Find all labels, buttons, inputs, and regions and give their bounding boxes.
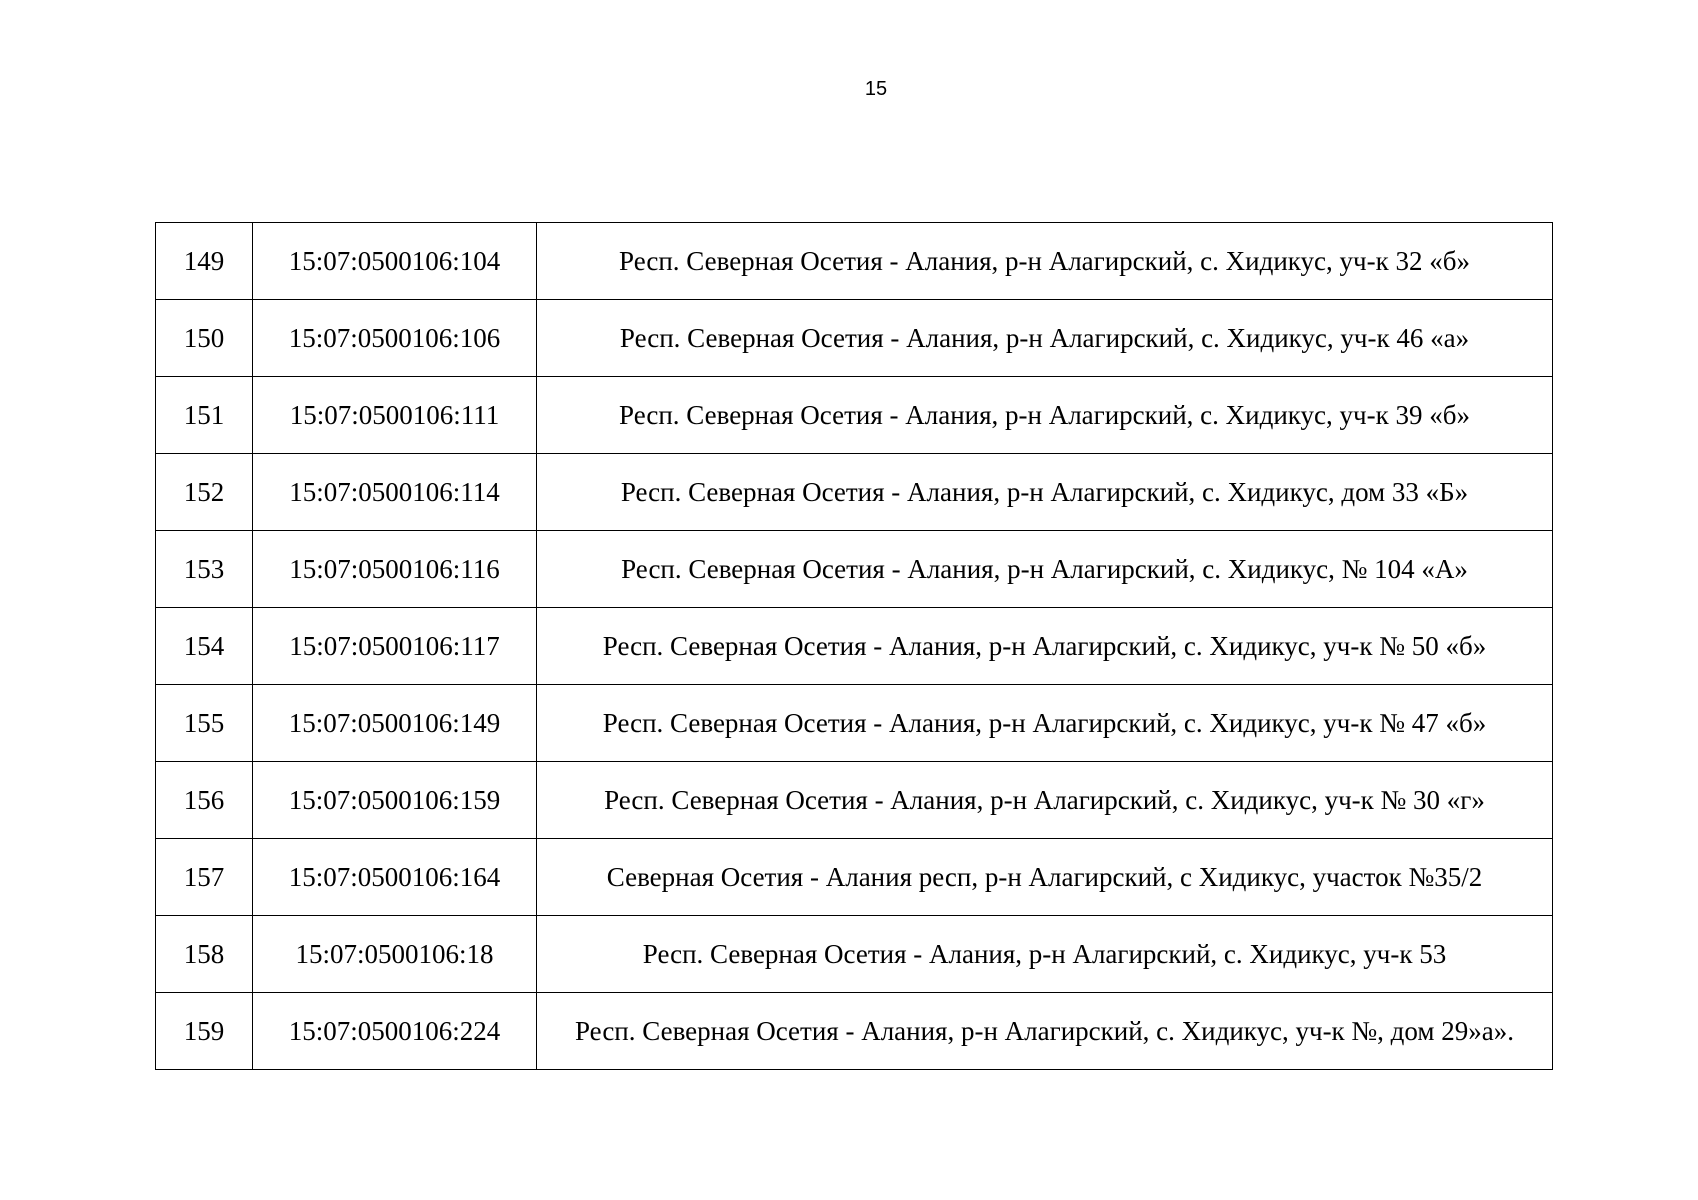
cadastral-number: 15:07:0500106:159 (253, 762, 537, 839)
row-number: 152 (156, 454, 253, 531)
cadastral-number: 15:07:0500106:149 (253, 685, 537, 762)
row-number: 157 (156, 839, 253, 916)
row-number: 159 (156, 993, 253, 1070)
row-number: 150 (156, 300, 253, 377)
address: Респ. Северная Осетия - Алания, р-н Алагирский, с. Хидикус, дом 33 «Б» (537, 454, 1553, 531)
cadastral-number: 15:07:0500106:106 (253, 300, 537, 377)
cadastral-number: 15:07:0500106:18 (253, 916, 537, 993)
table-row (156, 916, 1553, 993)
address: Респ. Северная Осетия - Алания, р-н Алагирский, с. Хидикус, уч-к 46 «а» (537, 300, 1553, 377)
address: Респ. Северная Осетия - Алания, р-н Алагирский, с. Хидикус, уч-к № 50 «б» (537, 608, 1553, 685)
address: Респ. Северная Осетия - Алания, р-н Алагирский, с. Хидикус, № 104 «А» (537, 531, 1553, 608)
row-number: 155 (156, 685, 253, 762)
table-row (156, 223, 1553, 300)
row-number: 151 (156, 377, 253, 454)
row-number: 149 (156, 223, 253, 300)
address: Респ. Северная Осетия - Алания, р-н Алагирский, с. Хидикус, уч-к № 30 «г» (537, 762, 1553, 839)
page-number: 15 (864, 78, 888, 100)
table-row (156, 685, 1553, 762)
cadastral-number: 15:07:0500106:164 (253, 839, 537, 916)
cadastral-number: 15:07:0500106:104 (253, 223, 537, 300)
table-row (156, 993, 1553, 1070)
table-row (156, 531, 1553, 608)
table-row (156, 300, 1553, 377)
row-number: 156 (156, 762, 253, 839)
address: Северная Осетия - Алания респ, р-н Алагирский, с Хидикус, участок №35/2 (537, 839, 1553, 916)
table-row (156, 608, 1553, 685)
table-row (156, 839, 1553, 916)
table-row (156, 377, 1553, 454)
row-number: 158 (156, 916, 253, 993)
table-row (156, 454, 1553, 531)
cadastral-number: 15:07:0500106:111 (253, 377, 537, 454)
address: Респ. Северная Осетия - Алания, р-н Алагирский, с. Хидикус, уч-к 32 «б» (537, 223, 1553, 300)
table-row (156, 762, 1553, 839)
cadastral-number: 15:07:0500106:114 (253, 454, 537, 531)
cadastral-number: 15:07:0500106:117 (253, 608, 537, 685)
address: Респ. Северная Осетия - Алания, р-н Алагирский, с. Хидикус, уч-к 39 «б» (537, 377, 1553, 454)
cadastral-number: 15:07:0500106:116 (253, 531, 537, 608)
address: Респ. Северная Осетия - Алания, р-н Алагирский, с. Хидикус, уч-к №, дом 29»а». (537, 993, 1553, 1070)
address: Респ. Северная Осетия - Алания, р-н Алагирский, с. Хидикус, уч-к № 47 «б» (537, 685, 1553, 762)
row-number: 153 (156, 531, 253, 608)
address: Респ. Северная Осетия - Алания, р-н Алагирский, с. Хидикус, уч-к 53 (537, 916, 1553, 993)
land-plot-table (155, 222, 1553, 1070)
row-number: 154 (156, 608, 253, 685)
cadastral-number: 15:07:0500106:224 (253, 993, 537, 1070)
